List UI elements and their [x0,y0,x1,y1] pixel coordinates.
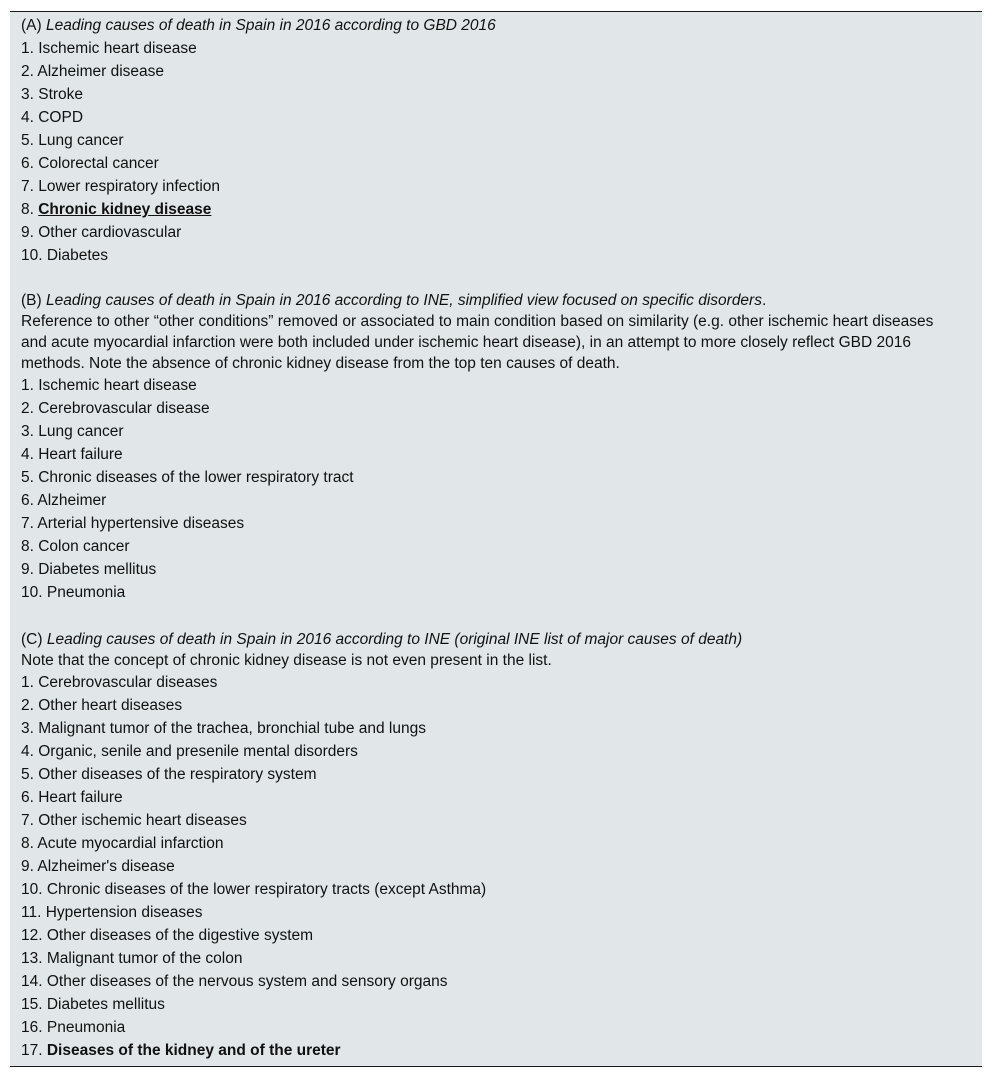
section-c-title: Leading causes of death in Spain in 2016 according to INE (original INE list of major causes of death) [46,631,743,648]
item-number: 6. [21,492,38,509]
list-item [21,694,956,717]
list-item [21,947,956,970]
item-text: COPD [38,109,84,126]
item-number: 2. [21,400,39,417]
list-item [21,512,956,535]
item-number: 14. [21,973,47,990]
item-text: Pneumonia [46,1019,126,1036]
item-number: 2. [21,63,38,80]
item-number: 7. [21,178,39,195]
item-text: Alzheimer disease [37,63,165,80]
list-item [21,786,956,809]
item-text: Ischemic heart disease [38,377,197,394]
list-item [21,244,956,267]
list-item [21,924,956,947]
section-c-prefix: (C) [21,631,47,648]
list-item [21,129,956,152]
section-c-heading [21,629,956,650]
item-number: 5. [21,469,39,486]
list-item [21,83,956,106]
item-number: 9. [21,224,39,241]
item-text: Other ischemic heart diseases [38,812,247,829]
item-text: Lung cancer [38,423,124,440]
list-item [21,901,956,924]
item-number: 2. [21,697,39,714]
section-c [21,629,956,1062]
list-item-highlighted [21,1039,956,1062]
section-a [21,14,956,267]
list-item [21,581,956,604]
item-number: 5. [21,766,39,783]
section-c-note: Note that the concept of chronic kidney disease is not even present in the list. [21,652,552,669]
item-text: Colorectal cancer [38,155,159,172]
section-b-note: Reference to other “other conditions” removed or associated to main condition based on similarity (e.g. other ischemic heart diseases and acute myocardial infarction were both included under ischemic heart disease), in an attempt to more closely reflect GBD 2016 methods. Note the absence of chronic kidney disease from the top ten causes of death. [21,313,934,372]
list-item [21,993,956,1016]
item-text: Ischemic heart disease [38,40,197,57]
item-text: Arterial hypertensive diseases [37,515,245,532]
item-text: Chronic diseases of the lower respiratory tract [38,469,354,486]
list-item [21,878,956,901]
causes-of-death-table [10,11,982,1067]
item-text: Malignant tumor of the colon [46,950,243,967]
list-item [21,420,956,443]
item-text: Organic, senile and presenile mental disorders [38,743,358,760]
item-text: Malignant tumor of the trachea, bronchial tube and lungs [38,720,426,737]
item-text: Diabetes mellitus [46,996,165,1013]
list-item [21,1016,956,1039]
item-text: Chronic diseases of the lower respiratory tracts (except Asthma) [46,881,487,898]
item-number: 7. [21,812,39,829]
item-number: 10. [21,584,47,601]
list-item [21,855,956,878]
item-number: 8. [21,201,39,218]
list-item [21,671,956,694]
item-number: 6. [21,155,39,172]
item-text: Colon cancer [38,538,130,555]
item-text: Cerebrovascular diseases [38,674,218,691]
list-item [21,970,956,993]
section-b [21,290,956,604]
list-item [21,832,956,855]
item-text: Other diseases of the digestive system [46,927,314,944]
section-a-title: Leading causes of death in Spain in 2016 according to GBD 2016 [45,17,496,34]
item-text: Heart failure [38,789,123,806]
item-number: 9. [21,858,38,875]
list-item [21,763,956,786]
item-number: 15. [21,996,47,1013]
section-a-prefix: (A) [21,17,46,34]
list-item [21,717,956,740]
item-number: 8. [21,835,38,852]
list-item [21,397,956,420]
item-number: 3. [21,86,39,103]
item-number: 6. [21,789,39,806]
list-item [21,374,956,397]
list-item [21,466,956,489]
item-text: Heart failure [38,446,123,463]
section-b-prefix: (B) [21,292,46,309]
item-number: 17. [21,1042,47,1059]
item-number: 1. [21,40,39,57]
item-text: Stroke [38,86,84,103]
list-item-highlighted [21,198,956,221]
item-number: 7. [21,515,38,532]
item-text: Pneumonia [46,584,126,601]
item-number: 3. [21,720,39,737]
item-text: Lower respiratory infection [38,178,221,195]
item-text: Diabetes mellitus [38,561,157,578]
item-text-highlighted: Chronic kidney disease [38,201,212,218]
item-number: 5. [21,132,39,149]
item-text: Other heart diseases [38,697,183,714]
list-item [21,152,956,175]
list-item [21,558,956,581]
list-item [21,443,956,466]
section-b-title: Leading causes of death in Spain in 2016 according to INE, simplified view focused on specific disorders [45,292,762,309]
section-b-title-end: . [761,292,767,309]
item-text: Diabetes [46,247,109,264]
item-number: 4. [21,743,39,760]
item-text-highlighted: Diseases of the kidney and of the ureter [46,1042,341,1059]
item-text: Alzheimer [37,492,107,509]
item-text: Other diseases of the respiratory system [38,766,317,783]
item-text: Cerebrovascular disease [38,400,210,417]
section-a-heading [21,14,956,37]
item-number: 16. [21,1019,47,1036]
list-item [21,106,956,129]
section-b-heading [21,290,956,311]
item-number: 4. [21,109,39,126]
item-number: 13. [21,950,47,967]
item-text: Other cardiovascular [38,224,182,241]
list-item [21,175,956,198]
list-item [21,221,956,244]
list-item [21,809,956,832]
item-number: 1. [21,377,39,394]
item-text: Hypertension diseases [45,904,203,921]
item-text: Other diseases of the nervous system and sensory organs [46,973,448,990]
list-item [21,60,956,83]
item-number: 3. [21,423,39,440]
item-text: Alzheimer's disease [37,858,175,875]
list-item [21,740,956,763]
item-number: 8. [21,538,39,555]
item-number: 9. [21,561,39,578]
item-number: 11. [21,904,46,921]
list-item [21,37,956,60]
list-item [21,535,956,558]
item-text: Lung cancer [38,132,124,149]
item-number: 10. [21,881,47,898]
item-number: 10. [21,247,47,264]
item-number: 4. [21,446,39,463]
item-text: Acute myocardial infarction [37,835,224,852]
item-number: 1. [21,674,39,691]
list-item [21,489,956,512]
item-number: 12. [21,927,47,944]
